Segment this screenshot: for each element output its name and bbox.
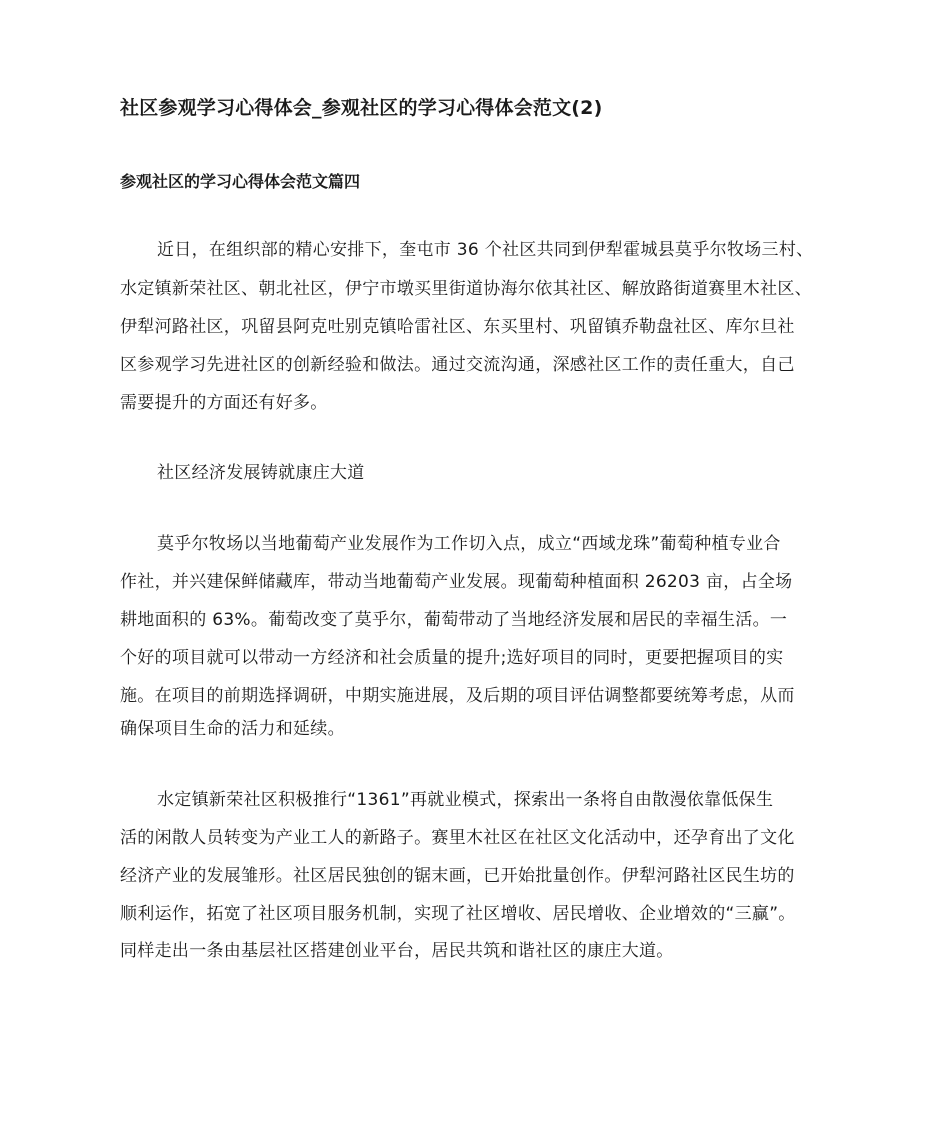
- section-heading: 社区经济发展铸就康庄大道: [157, 463, 365, 483]
- paragraph-4-line-2: 活的闲散人员转变为产业工人的新路子。赛里木社区在社区文化活动中，还孕育出了文化: [120, 828, 795, 848]
- paragraph-1-line-2: 水定镇新荣社区、朝北社区，伊宁市墩买里街道协海尔依其社区、解放路街道赛里木社区、: [120, 279, 812, 299]
- paragraph-3-line-1: 莫乎尔牧场以当地葡萄产业发展作为工作切入点，成立“西域龙珠”葡萄种植专业合: [157, 534, 781, 554]
- paragraph-4-line-1: 水定镇新荣社区积极推行“1361”再就业模式，探索出一条将自由散漫依靠低保生: [157, 790, 774, 810]
- document-title: 社区参观学习心得体会_参观社区的学习心得体会范文(2): [120, 97, 603, 119]
- paragraph-1-line-5: 需要提升的方面还有好多。: [120, 393, 328, 413]
- paragraph-3-line-6: 确保项目生命的活力和延续。: [120, 719, 345, 739]
- paragraph-1-line-1: 近日，在组织部的精心安排下，奎屯市 36 个社区共同到伊犁霍城县莫乎尔牧场三村、: [157, 240, 814, 260]
- paragraph-4-line-3: 经济产业的发展雏形。社区居民独创的锯末画，已开始批量创作。伊犁河路社区民生坊的: [120, 866, 795, 886]
- paragraph-3-line-3: 耕地面积的 63%。葡萄改变了莫乎尔，葡萄带动了当地经济发展和居民的幸福生活。一: [120, 610, 788, 630]
- paragraph-3-line-5: 施。在项目的前期选择调研，中期实施进展，及后期的项目评估调整都要统筹考虑，从而: [120, 686, 795, 706]
- paragraph-3-line-2: 作社，并兴建保鲜储藏库，带动当地葡萄产业发展。现葡萄种植面积 26203 亩，占全场: [120, 572, 793, 592]
- paragraph-4-line-5: 同样走出一条由基层社区搭建创业平台，居民共筑和谐社区的康庄大道。: [120, 941, 674, 961]
- document-subtitle: 参观社区的学习心得体会范文篇四: [120, 172, 361, 191]
- paragraph-3-line-4: 个好的项目就可以带动一方经济和社会质量的提升;选好项目的同时，更要把握项目的实: [120, 648, 784, 668]
- paragraph-1-line-4: 区参观学习先进社区的创新经验和做法。通过交流沟通，深感社区工作的责任重大，自己: [120, 355, 795, 375]
- paragraph-1-line-3: 伊犁河路社区，巩留县阿克吐别克镇哈雷社区、东买里村、巩留镇乔勒盘社区、库尔旦社: [120, 317, 795, 337]
- paragraph-4-line-4: 顺利运作，拓宽了社区项目服务机制，实现了社区增收、居民增收、企业增效的“三赢”。: [120, 904, 796, 924]
